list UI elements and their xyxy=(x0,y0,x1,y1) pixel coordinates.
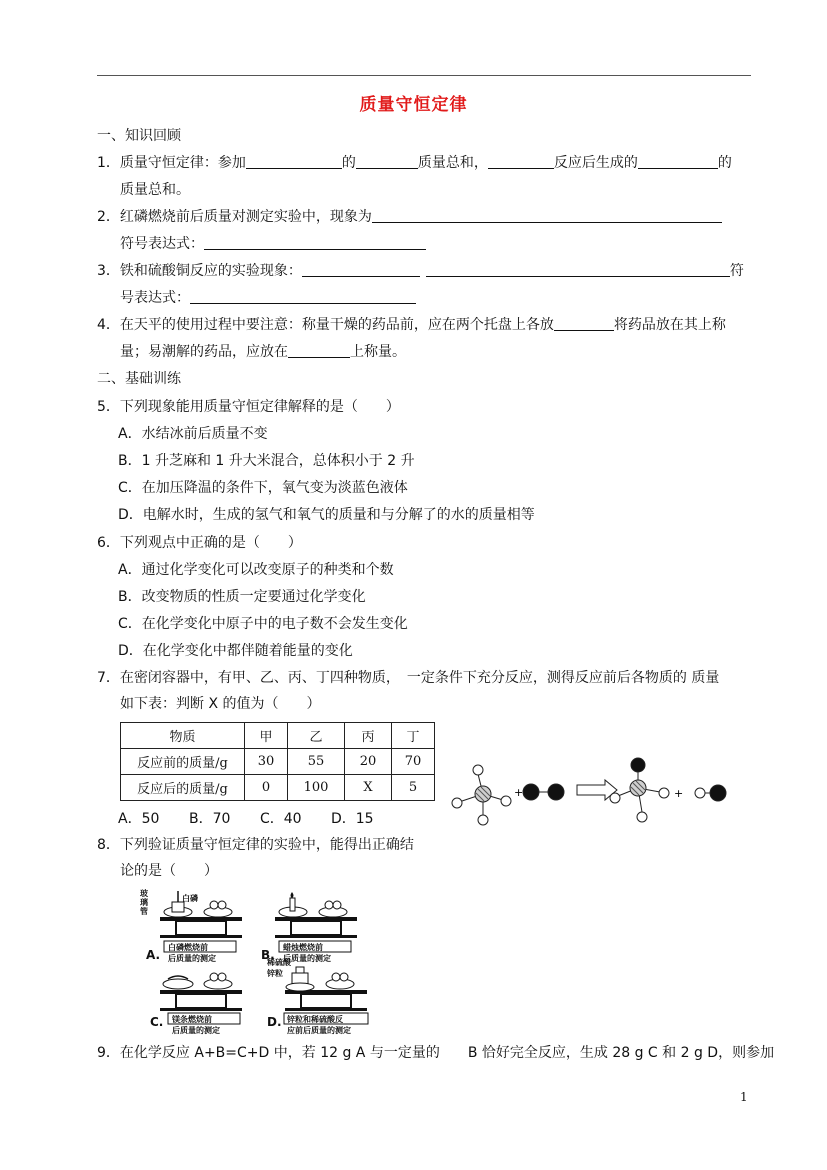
question-6: 6．下列观点中正确的是（ ） xyxy=(97,535,302,551)
question-5: 5．下列现象能用质量守恒定律解释的是（ ） xyxy=(97,399,400,415)
svg-text:璃: 璃 xyxy=(140,898,148,907)
table-header-row xyxy=(121,723,435,749)
experiment-b xyxy=(261,892,357,963)
table-header-cell: 物质 xyxy=(121,723,245,749)
question-2-line2: 符号表达式： xyxy=(120,234,426,254)
label-glass-tube: 玻 xyxy=(140,889,148,898)
blank[interactable] xyxy=(638,154,718,169)
svg-text:后质量的测定: 后质量的测定 xyxy=(168,954,216,963)
blank[interactable] xyxy=(190,289,416,304)
plus-sign: + xyxy=(674,787,684,800)
svg-text:白磷燃烧前: 白磷燃烧前 xyxy=(168,943,208,952)
question-3-line2: 号表达式： xyxy=(120,288,416,308)
question-7: 7．在密闭容器中，有甲、乙、丙、丁四种物质， 一定条件下充分反应，测得反应前后各物质的 质量 xyxy=(97,670,720,686)
label-white-phosphorus: 白磷 xyxy=(182,894,198,903)
page-title: 质量守恒定律 xyxy=(359,95,468,115)
table-cell: 55 xyxy=(288,749,345,775)
option-5a[interactable]: A．水结冰前后质量不变 xyxy=(118,426,268,442)
svg-text:镁条燃烧前: 镁条燃烧前 xyxy=(172,1015,212,1024)
table-cell: X xyxy=(345,775,392,801)
experiment-a xyxy=(140,888,242,963)
section-heading-review: 一、知识回顾 xyxy=(97,128,181,144)
table-cell: 反应前的质量/g xyxy=(121,749,245,775)
question-3: 3．铁和硫酸铜反应的实验现象： 符 xyxy=(97,263,744,279)
section-heading-basic: 二、基础训练 xyxy=(97,371,181,387)
option-7b[interactable]: B．70 xyxy=(189,811,231,827)
option-letter: A. xyxy=(146,948,161,962)
plus-sign: + xyxy=(514,786,524,799)
mass-table xyxy=(120,722,435,801)
blank[interactable] xyxy=(302,262,420,277)
option-7c[interactable]: C．40 xyxy=(260,811,302,827)
option-letter: D. xyxy=(267,1015,282,1029)
option-6d[interactable]: D．在化学变化中都伴随着能量的变化 xyxy=(118,643,353,659)
label-zinc: 锌粒 xyxy=(267,969,283,978)
question-2: 2．红磷燃烧前后质量对测定实验中，现象为 xyxy=(97,207,722,227)
option-letter: C. xyxy=(150,1015,164,1029)
option-7d[interactable]: D．15 xyxy=(331,811,374,827)
table-row xyxy=(121,749,435,775)
label-dilute-acid: 稀硫酸 xyxy=(267,958,291,967)
option-5d[interactable]: D．电解水时，生成的氢气和氧气的质量和与分解了的水的质量相等 xyxy=(118,507,535,523)
page-number: 1 xyxy=(740,1090,748,1104)
option-6a[interactable]: A．通过化学变化可以改变原子的种类和个数 xyxy=(118,562,394,578)
blank[interactable] xyxy=(488,154,554,169)
table-cell: 0 xyxy=(245,775,288,801)
blank[interactable] xyxy=(426,262,730,277)
option-letter: B. xyxy=(261,948,275,962)
question-9: 9．在化学反应 A+B=C+D 中，若 12 g A 与一定量的 B 恰好完全反应，生成 28 g C 和 2 g D，则参加 xyxy=(97,1045,775,1061)
option-5c[interactable]: C．在加压降温的条件下，氧气变为淡蓝色液体 xyxy=(118,480,408,496)
question-8: 8．下列验证质量守恒定律的实验中，能得出正确结 xyxy=(97,837,414,853)
option-5b[interactable]: B．1 升芝麻和 1 升大米混合，总体积小于 2 升 xyxy=(118,453,415,469)
table-cell: 反应后的质量/g xyxy=(121,775,245,801)
option-6b[interactable]: B．改变物质的性质一定要通过化学变化 xyxy=(118,589,366,605)
table-cell: 5 xyxy=(392,775,435,801)
blank[interactable] xyxy=(204,235,426,250)
table-cell: 30 xyxy=(245,749,288,775)
svg-text:应前后质量的测定: 应前后质量的测定 xyxy=(287,1026,351,1035)
svg-text:蜡烛燃烧前: 蜡烛燃烧前 xyxy=(283,943,323,952)
experiment-c xyxy=(150,973,242,1035)
svg-text:后质量的测定: 后质量的测定 xyxy=(172,1026,220,1035)
question-4-line2: 量；易潮解的药品，应放在 上称量。 xyxy=(120,344,406,360)
table-cell: 20 xyxy=(345,749,392,775)
table-row xyxy=(121,775,435,801)
question-8-line2: 论的是（ ） xyxy=(120,863,218,879)
question-4: 4．在天平的使用过程中要注意：称量干燥的药品前，应在两个托盘上各放 将药品放在其上称 xyxy=(97,317,726,333)
table-header-cell: 乙 xyxy=(288,723,345,749)
experiment-d xyxy=(266,957,368,1035)
blank[interactable] xyxy=(288,343,350,358)
table-cell: 70 xyxy=(392,749,435,775)
blank[interactable] xyxy=(554,316,614,331)
question-1-line2: 质量总和。 xyxy=(120,182,190,198)
option-6c[interactable]: C．在化学变化中原子中的电子数不会发生变化 xyxy=(118,616,408,632)
header-rule xyxy=(97,75,751,76)
balance-experiments-figure xyxy=(140,887,385,1035)
table-header-cell: 甲 xyxy=(245,723,288,749)
molecule-reaction-diagram xyxy=(445,752,745,842)
svg-text:后质量的测定: 后质量的测定 xyxy=(283,954,331,963)
blank[interactable] xyxy=(246,154,342,169)
table-header-cell: 丙 xyxy=(345,723,392,749)
table-header-cell: 丁 xyxy=(392,723,435,749)
option-7a[interactable]: A．50 xyxy=(118,811,160,827)
question-7-line2: 如下表：判断 X 的值为（ ） xyxy=(120,696,321,712)
svg-text:管: 管 xyxy=(140,907,148,916)
table-cell: 100 xyxy=(288,775,345,801)
svg-text:锌粒和稀硫酸反: 锌粒和稀硫酸反 xyxy=(287,1015,343,1024)
question-1: 1．质量守恒定律：参加 的 质量总和， 反应后生成的 的 xyxy=(97,155,732,171)
blank[interactable] xyxy=(372,208,722,223)
blank[interactable] xyxy=(356,154,418,169)
